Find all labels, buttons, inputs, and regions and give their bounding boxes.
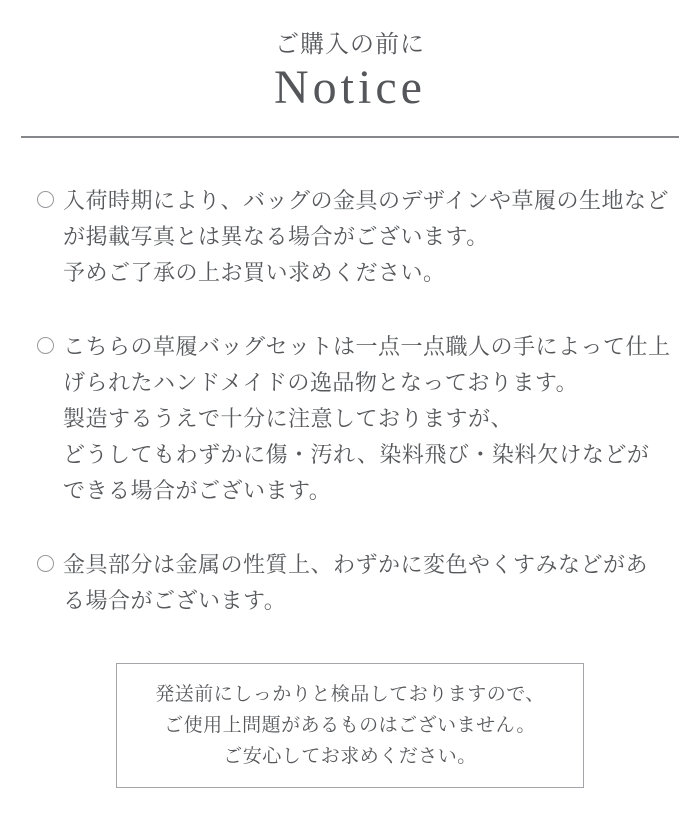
header-subtitle: ご購入の前に [275,32,425,58]
notice-item-metal-parts [37,547,682,619]
notice-line: 金具部分は金属の性質上、わずかに変色やくすみなどがあ [63,552,649,577]
notice-line: る場合がございます。 [63,588,287,613]
notice-line: が掲載写真とは異なる場合がございます。 [63,224,489,249]
notice-line: 予めご了承の上お買い求めください。 [63,260,446,285]
notice-line: できる場合がございます。 [63,478,332,503]
circle-bullet-icon [37,555,54,572]
page-title: Notice [274,61,426,114]
notice-line: 製造するうえで十分に注意しておりますが、 [63,406,514,431]
notice-line: こちらの草履バッグセットは一点一点職人の手によって仕上 [63,334,671,359]
assurance-line: ご使用上問題があるものはございません。 [164,715,536,736]
circle-bullet-icon [37,191,54,208]
notice-text [63,183,682,291]
notice-list [37,183,682,619]
divider [21,136,679,138]
notice-text [63,329,682,509]
notice-item-handmade [37,329,682,509]
notice-text [63,547,682,619]
notice-line: げられたハンドメイドの逸品物となっております。 [63,370,579,395]
notice-item-stock-variation [37,183,682,291]
header [0,0,700,116]
assurance-box [116,663,584,788]
notice-line: 入荷時期により、バッグの金具のデザインや草履の生地など [63,188,669,213]
circle-bullet-icon [37,337,54,354]
assurance-line: 発送前にしっかりと検品しておりますので、 [155,684,545,705]
assurance-line: ご安心してお求めください。 [223,746,477,767]
notice-line: どうしてもわずかに傷・汚れ、染料飛び・染料欠けなどが [63,442,650,467]
